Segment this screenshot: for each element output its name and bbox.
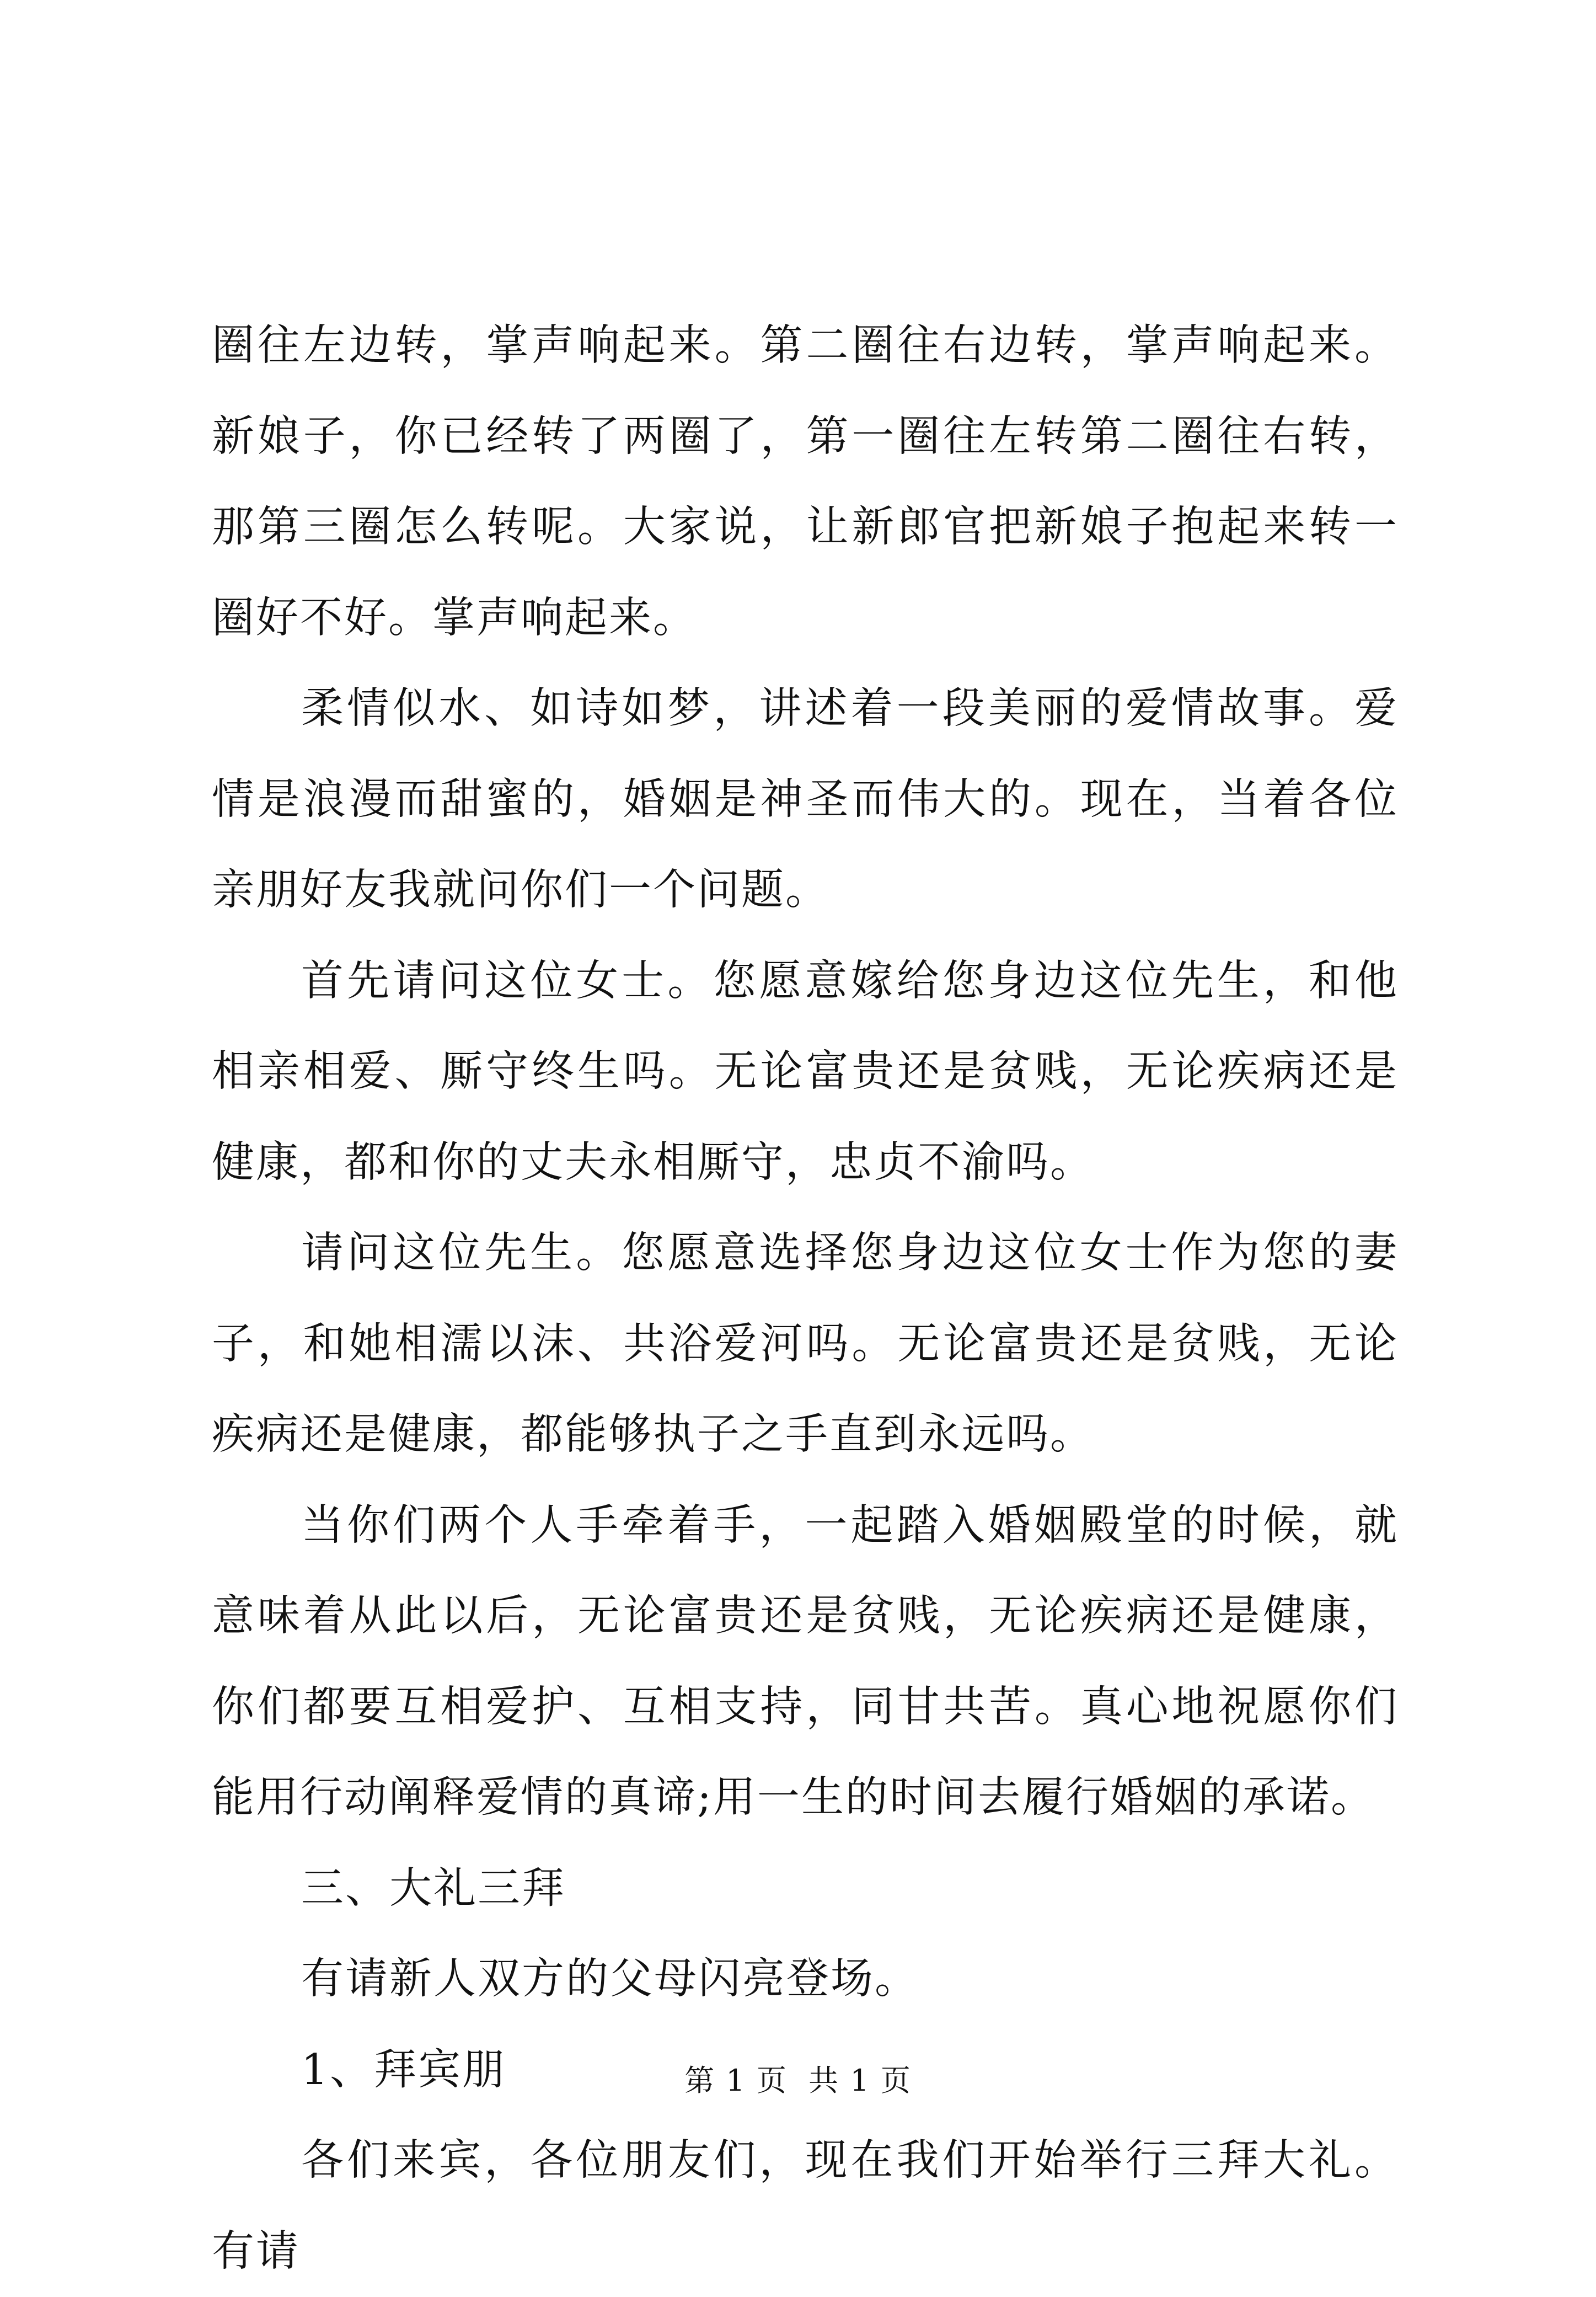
body-text (212, 301, 1399, 2297)
paragraph-groom-vow: 请问这位先生。您愿意选择您身边这位女士作为您的妻子，和她相濡以沫、共浴爱河吗。无论富贵还是贫贱，无论疾病还是健康，都能够执子之手直到永远吗。 (212, 1228, 1399, 1459)
paragraph-ring-turning: 圈往左边转，掌声响起来。第二圈往右边转，掌声响起来。新娘子，你已经转了两圈了，第一圈往左转第二圈往右转，那第三圈怎么转呢。大家说，让新郎官把新娘子抱起来转一圈好不好。掌声响起来。 (212, 321, 1399, 643)
page-footer: 第 1 页 共 1 页 (684, 2063, 912, 2098)
paragraph-blessing: 当你们两个人手牵着手，一起踏入婚姻殿堂的时候，就意味着从此以后，无论富贵还是贫贱，无论疾病还是健康，你们都要互相爱护、互相支持，同甘共苦。真心地祝愿你们能用行动阐释爱情的真谛;用一生的时间去履行婚姻的承诺。 (212, 1500, 1399, 1822)
paragraph-parents-invite: 有请新人双方的父母闪亮登场。 (301, 1954, 919, 2004)
section-heading: 三、大礼三拜 (301, 1863, 566, 1913)
paragraph-bride-vow: 首先请问这位女士。您愿意嫁给您身边这位先生，和他相亲相爱、厮守终生吗。无论富贵还是贫贱，无论疾病还是健康，都和你的丈夫永相厮守，忠贞不渝吗。 (212, 956, 1399, 1187)
subsection-heading: 1、拜宾朋 (301, 2045, 506, 2095)
paragraph-bow-ceremony: 各们来宾，各位朋友们，现在我们开始举行三拜大礼。有请 (212, 2136, 1399, 2276)
paragraph-love-story: 柔情似水、如诗如梦，讲述着一段美丽的爱情故事。爱情是浪漫而甜蜜的，婚姻是神圣而伟大的。现在，当着各位亲朋好友我就问你们一个问题。 (212, 684, 1399, 915)
